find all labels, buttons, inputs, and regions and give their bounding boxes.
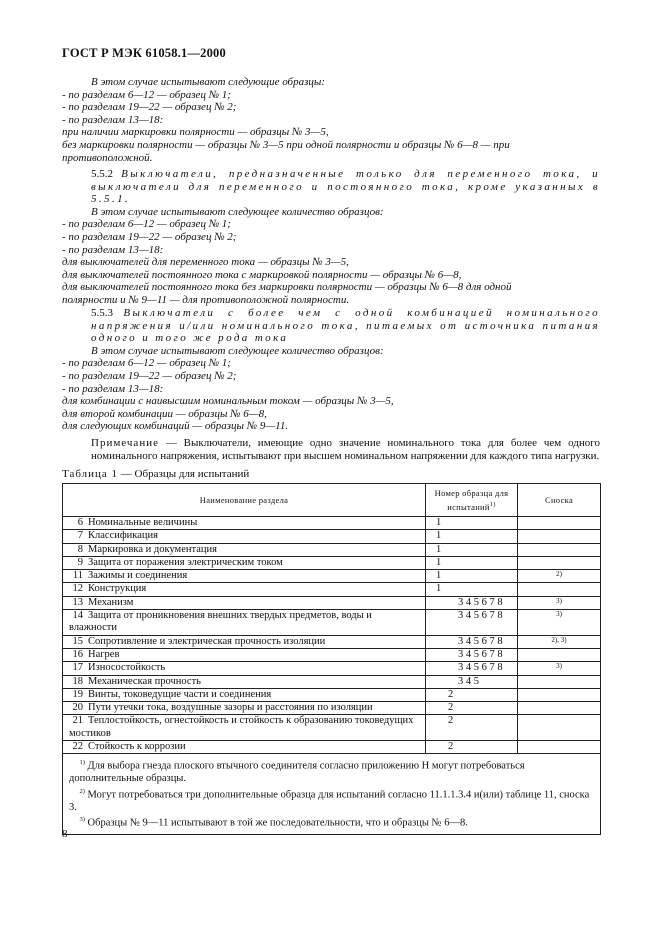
footnote-cell [518,702,601,715]
section-name: Маркировка и документация [88,543,217,555]
text-line: - по разделам 6—12 — образец № 1; [62,88,231,101]
footnote-cell [518,715,601,741]
section-name: Сопротивление и электрическая прочность изоляции [88,635,326,647]
table-row [63,715,601,741]
text-line: В этом случае испытывают следующие образцы: [91,76,325,88]
sample-number-cell: 3 4 5 6 7 8 [426,662,518,675]
text-line: - по разделам 6—12 — образец № 1; [62,357,231,370]
table-row [63,556,601,569]
text-line: В этом случае испытывают следующее количество образцов: [91,344,384,357]
sample-number-cell: 3 4 5 6 7 8 [426,596,518,609]
table-row [63,688,601,701]
section-5-5-3 [62,307,600,433]
section-name: Стойкость к коррозии [88,741,186,753]
section-name-cell [63,635,426,648]
section-title: Выключатели с более чем с одной комбинацией номинального напряжения и/или номинального тока, питаемых от источника питания одного и того же рода тока [91,307,601,345]
footnote: $^{2)}$ Могут потребоваться три дополнительные образца для испытаний согласно 11.1.1.3.4 и(или) таблице 11, сноска 3. [69,787,590,813]
section-number: 8 [77,543,83,555]
text-line: противоположной. [62,151,153,164]
section-name: Пути утечки тока, воздушные зазоры и расстояния по изоляции [88,702,373,714]
footnote: $^{1)}$ Для выбора гнезда плоского втычного соединителя согласно приложению Н могут потребоваться дополнительные образцы. [69,759,525,785]
sample-number-cell: 1 [426,517,518,530]
table-row [63,583,601,596]
text-line: В этом случае испытывают следующее количество образцов: [91,205,384,218]
text-line: - по разделам 19—22 — образец № 2; [62,101,237,114]
section-heading [62,168,600,206]
table-row [63,741,601,754]
section-number: 18 [72,675,83,687]
document-header: ГОСТ Р МЭК 61058.1—2000 [62,46,226,60]
sample-number-cell: 3 4 5 6 7 8 [426,610,518,636]
text-line: для выключателей постоянного тока с маркировкой полярности — образцы № 6—8, [62,268,462,281]
section-name-cell [63,530,426,543]
table-row [63,648,601,661]
section-number: 21 [72,715,83,727]
section-name: Зажимы и соединения [88,570,188,582]
text-line: без маркировки полярности — образцы № 3—5 при одной полярности и образцы № 6—8 — при [62,138,510,151]
section-name: Теплостойкость, огнестойкость и стойкость к образованию токоведущих мостиков [69,715,414,739]
sample-number-cell: 1 [426,530,518,543]
section-number: 5.5.2 [91,168,113,180]
sample-number-cell: 2 [426,741,518,754]
page-number: 8 [62,828,68,840]
section-number: 16 [72,648,83,660]
section-name-cell [63,688,426,701]
section-number: 9 [77,556,83,568]
text-line: - по разделам 13—18: [62,382,164,395]
section-name: Конструкция [88,583,147,595]
section-name: Износостойкость [88,662,166,674]
footnote-cell [518,517,601,530]
samples-table [62,483,601,835]
text-line: для выключателей постоянного тока без маркировки полярности — образцы № 6—8 для одной [62,281,512,294]
section-number: 13 [72,596,83,608]
sample-number-cell: 1 [426,556,518,569]
text-line: - по разделам 19—22 — образец № 2; [62,369,237,382]
text-line: полярности и № 9—11 — для противоположной полярности. [62,293,350,306]
text-line: - по разделам 6—12 — образец № 1; [62,218,231,231]
sample-rules-block [62,76,600,164]
sample-number-cell: 2 [426,715,518,741]
section-name: Номинальные величины [88,517,198,528]
footnote-cell [518,688,601,701]
section-heading [62,307,600,345]
table-caption-text: — Образцы для испытаний [118,468,250,480]
section-number: 7 [77,530,83,542]
table-caption-label: Таблица 1 [62,468,119,480]
column-header-sample: Номер образца для испытаний$^{1)}$ [426,484,518,517]
footnote-cell: 2), 3) [518,635,601,648]
note-label: Примечание [91,437,159,449]
text-line: - по разделам 13—18: [62,113,164,126]
section-name-cell [63,543,426,556]
table-row [63,702,601,715]
footnote: $^{3)}$ Образцы № 9—11 испытывают в той же последовательности, что и образцы № 6—8. [79,816,468,829]
footnote-cell: 3) [518,610,601,636]
sample-number-cell: 2 [426,702,518,715]
footnote-cell [518,675,601,688]
column-header-section: Наименование раздела [63,484,426,517]
text-line: для комбинации с наивысшим номинальным током — образцы № 3—5, [62,395,394,408]
section-name-cell [63,715,426,741]
section-number: 20 [72,702,83,714]
table-row [63,675,601,688]
section-name-cell [63,648,426,661]
section-name-cell [63,610,426,636]
section-name: Механическая прочность [88,675,201,687]
section-number: 11 [72,570,83,582]
section-number: 12 [72,583,83,595]
footnote-cell [518,648,601,661]
section-name: Механизм [88,596,134,608]
section-name-cell [63,675,426,688]
footnote-cell: 3) [518,596,601,609]
section-name: Защита от проникновения внешних твердых предметов, воды и влажности [69,610,372,634]
table-row [63,517,601,530]
table-row [63,570,601,583]
text-line: - по разделам 13—18: [62,243,164,256]
note-text: — Выключатели, имеющие одно значение номинального тока для более чем одного номинального напряжения, испытывают при высшем номинальном напряжении для каждого типа нагрузки. [91,437,600,462]
text-line: для следующих комбинаций — образцы № 9—11. [62,420,289,433]
section-number: 17 [72,662,83,674]
section-name-cell [63,517,426,530]
sample-number-cell: 1 [426,583,518,596]
table-caption [62,468,249,480]
section-number: 6 [77,517,83,528]
section-name-cell [63,662,426,675]
section-name-cell [63,570,426,583]
section-name-cell [63,556,426,569]
footnote-cell [518,556,601,569]
section-number: 22 [72,741,83,753]
table-row [63,543,601,556]
text-line: для второй комбинации — образцы № 6—8, [62,407,267,420]
section-number: 5.5.3 [91,307,113,319]
sample-number-cell: 3 4 5 6 7 8 [426,648,518,661]
section-name-cell [63,583,426,596]
sample-number-cell: 1 [426,570,518,583]
section-number: 14 [72,610,83,622]
text-line: - по разделам 19—22 — образец № 2; [62,230,237,243]
footnote-cell: 3) [518,662,601,675]
footnote-cell [518,741,601,754]
section-name-cell [63,702,426,715]
section-number: 15 [72,635,83,647]
table-row [63,662,601,675]
section-name-cell [63,741,426,754]
text-line: при наличии маркировки полярности — образцы № 3—5, [62,126,329,139]
table-row [63,530,601,543]
section-name: Нагрев [88,648,120,660]
sample-number-cell: 1 [426,543,518,556]
section-name: Винты, токоведущие части и соединения [88,688,272,700]
sample-number-cell: 3 4 5 [426,675,518,688]
note [62,437,600,462]
footnote-cell: 2) [518,570,601,583]
footnote-cell [518,543,601,556]
footnote-cell [518,583,601,596]
table-row [63,610,601,636]
sample-number-cell: 2 [426,688,518,701]
section-name-cell [63,596,426,609]
footnote-cell [518,530,601,543]
section-name: Защита от поражения электрическим током [88,556,283,568]
table-row [63,596,601,609]
section-5-5-2 [62,168,600,307]
section-name: Классификация [88,530,158,542]
table-row [63,635,601,648]
column-header-footnote: Сноска [518,484,601,517]
sample-number-cell: 3 4 5 6 7 8 [426,635,518,648]
text-line: для выключателей для переменного тока — образцы № 3—5, [62,256,349,269]
section-number: 19 [72,688,83,700]
table-footnotes [63,754,601,835]
section-title: Выключатели, предназначенные только для переменного тока, и выключатели для переменного и постоянного тока, кроме указанных в 5.5.1. [91,168,600,206]
